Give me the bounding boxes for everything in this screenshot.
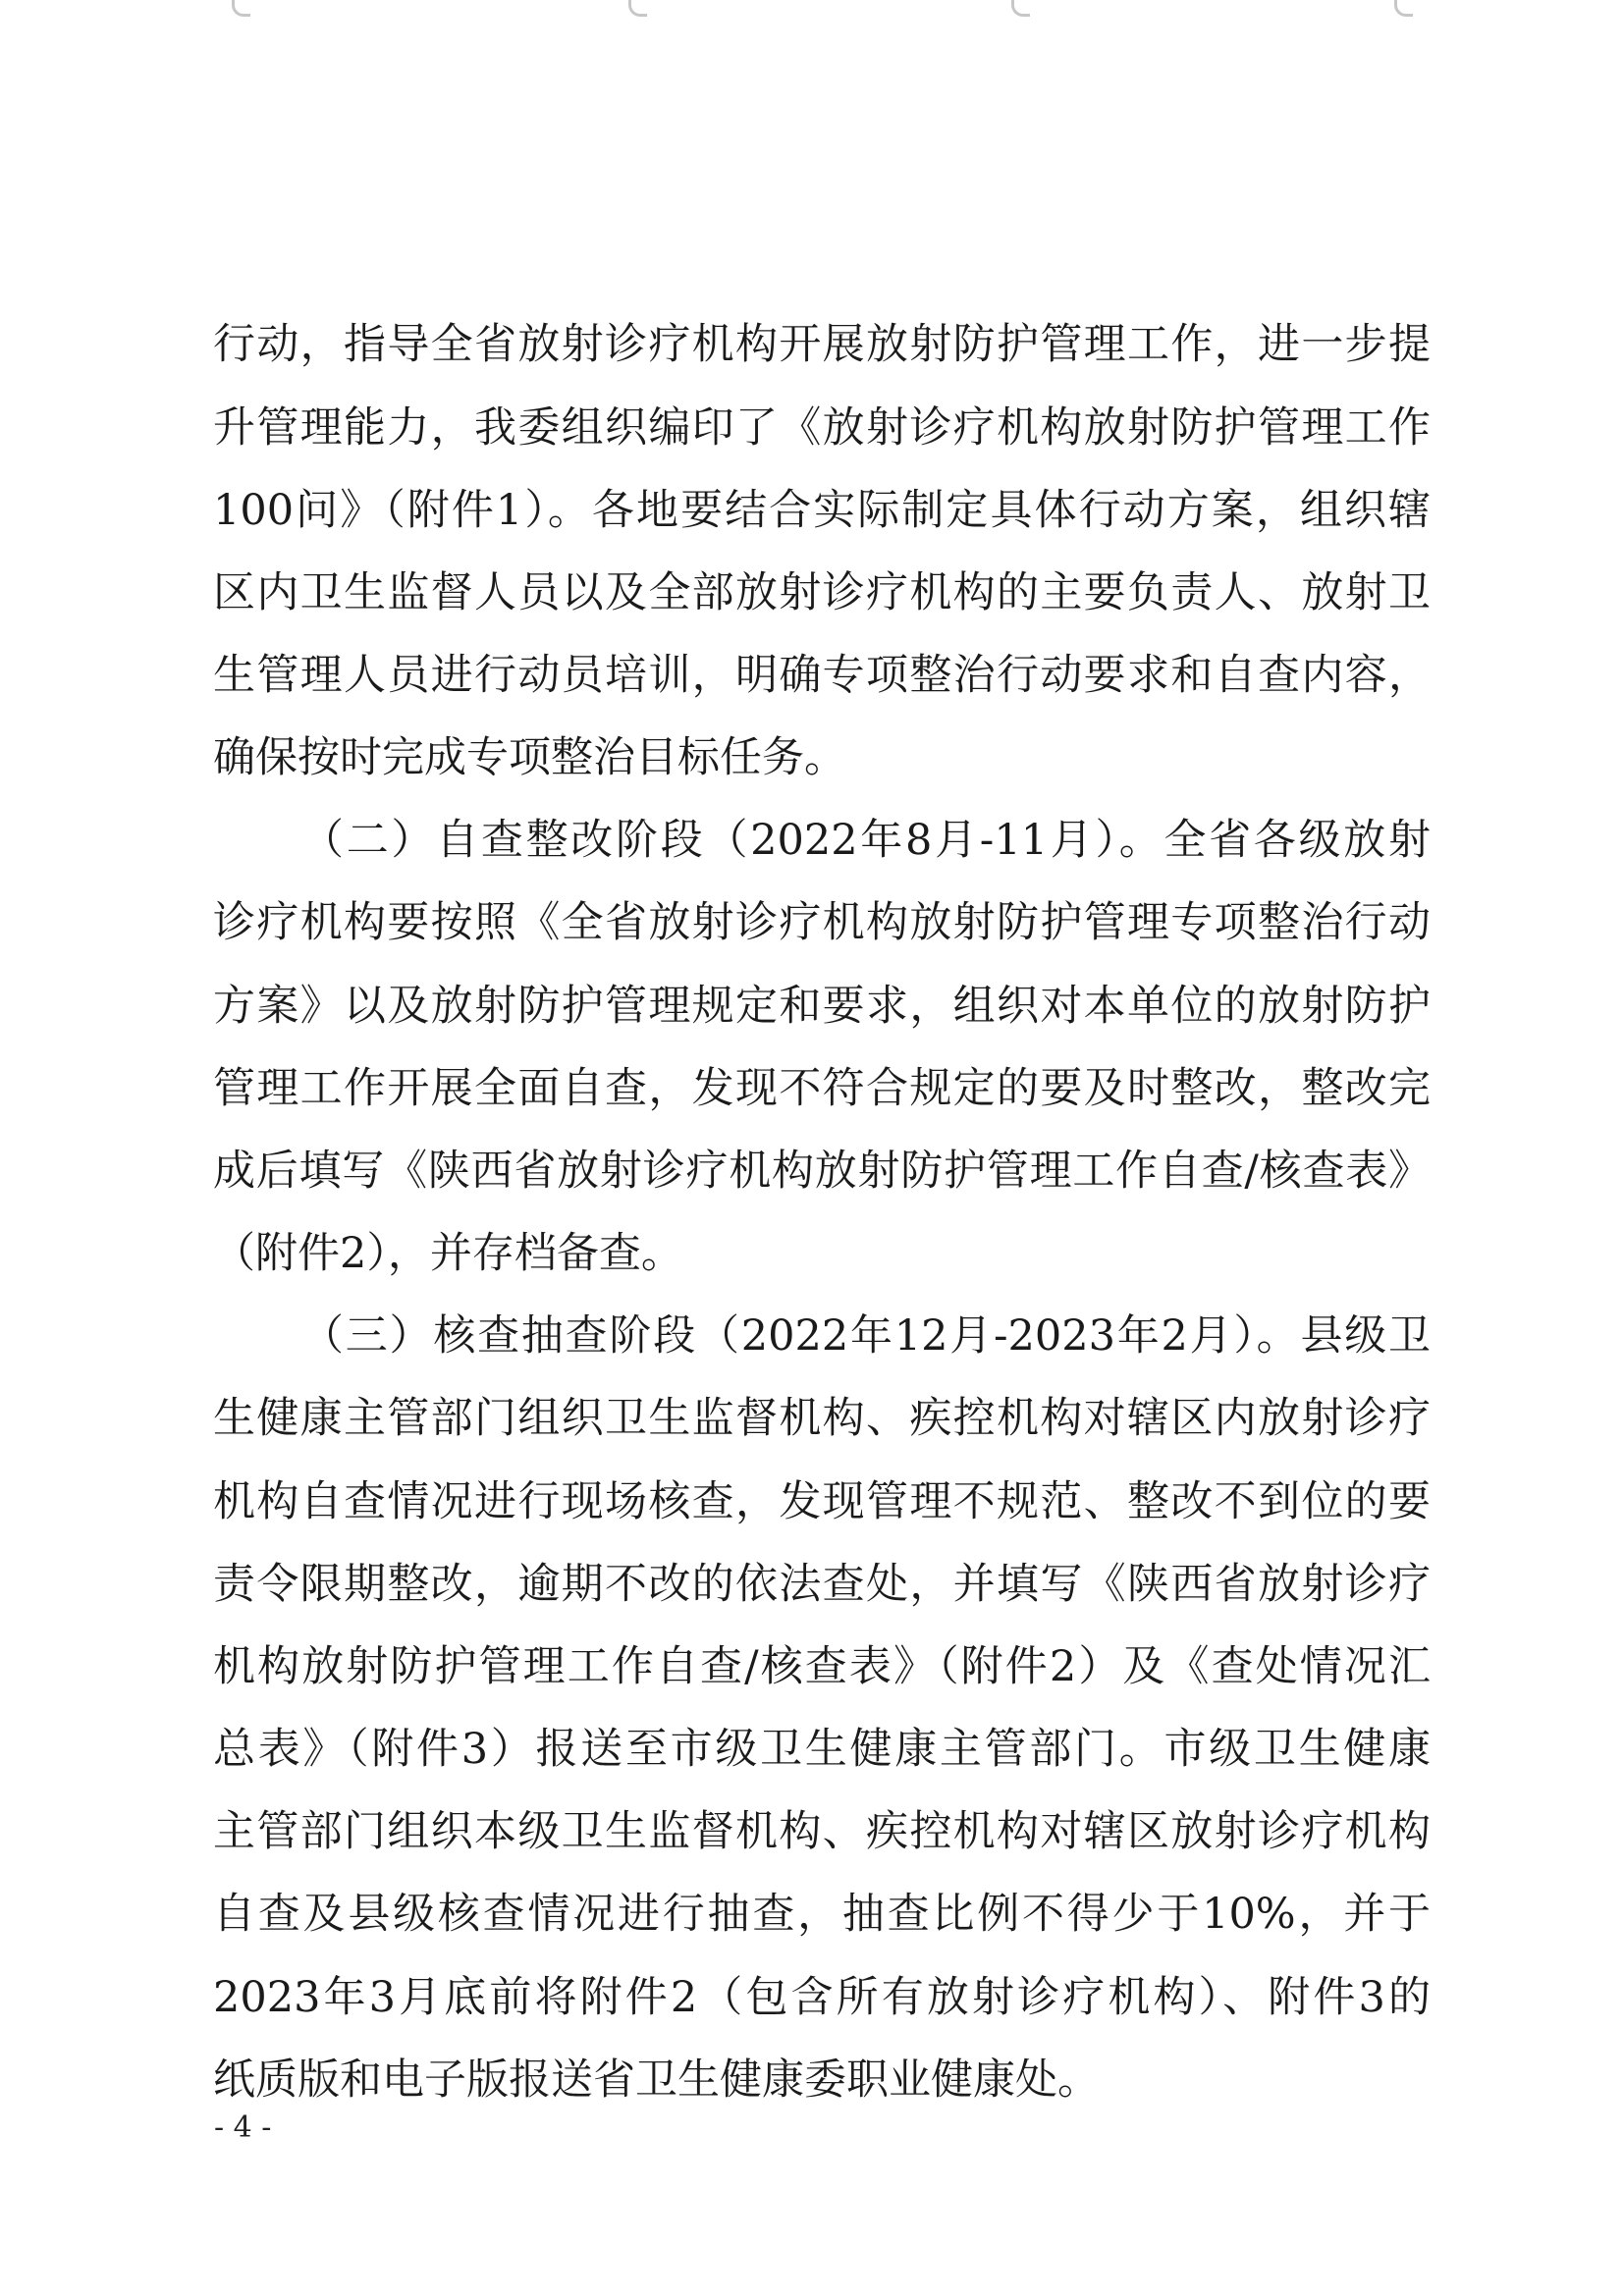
text-line: 责令限期整改，逾期不改的依法查处，并填写《陕西省放射诊疗 (213, 1560, 1431, 1609)
text-line: （三）核查抽查阶段（2022年12月-2023年2月）。县级卫 (301, 1311, 1431, 1361)
scan-edge-mark (232, 0, 250, 17)
text-line: 自查及县级核查情况进行抽查，抽查比例不得少于10%，并于 (213, 1890, 1431, 1939)
text-line: 管理工作开展全面自查，发现不符合规定的要及时整改，整改完 (213, 1064, 1431, 1113)
text-line: （附件2），并存档备查。 (213, 1229, 683, 1278)
text-line: 100问》（附件1）。各地要结合实际制定具体行动方案，组织辖 (213, 486, 1431, 535)
text-line: 方案》以及放射防护管理规定和要求，组织对本单位的放射防护 (213, 982, 1431, 1031)
page-number: - 4 - (214, 2110, 272, 2145)
text-line: 2023年3月底前将附件2（包含所有放射诊疗机构）、附件3的 (213, 1973, 1431, 2022)
text-line: 区内卫生监督人员以及全部放射诊疗机构的主要负责人、放射卫 (213, 568, 1431, 617)
text-line: 行动，指导全省放射诊疗机构开展放射防护管理工作，进一步提 (213, 320, 1431, 369)
text-line: 总表》（附件3）报送至市级卫生健康主管部门。市级卫生健康 (213, 1725, 1431, 1774)
text-line: 升管理能力，我委组织编印了《放射诊疗机构放射防护管理工作 (213, 403, 1431, 453)
scan-edge-mark (628, 0, 647, 17)
text-line: 主管部门组织本级卫生监督机构、疾控机构对辖区放射诊疗机构 (213, 1807, 1431, 1856)
text-line: 机构放射防护管理工作自查/核查表》（附件2）及《查处情况汇 (213, 1642, 1431, 1691)
text-line: 诊疗机构要按照《全省放射诊疗机构放射防护管理专项整治行动 (213, 898, 1431, 947)
scan-edge-mark (1011, 0, 1030, 17)
text-line: 生健康主管部门组织卫生监督机构、疾控机构对辖区内放射诊疗 (213, 1394, 1431, 1443)
text-line: （二）自查整改阶段（2022年8月-11月）。全省各级放射 (301, 816, 1431, 865)
text-line: 生管理人员进行动员培训，明确专项整治行动要求和自查内容， (213, 651, 1431, 700)
scan-edge-mark (1394, 0, 1413, 17)
text-line: 确保按时完成专项整治目标任务。 (213, 733, 846, 782)
text-line: 成后填写《陕西省放射诊疗机构放射防护管理工作自查/核查表》 (213, 1147, 1431, 1196)
text-line: 纸质版和电子版报送省卫生健康委职业健康处。 (213, 2056, 1100, 2105)
text-line: 机构自查情况进行现场核查，发现管理不规范、整改不到位的要 (213, 1477, 1431, 1526)
